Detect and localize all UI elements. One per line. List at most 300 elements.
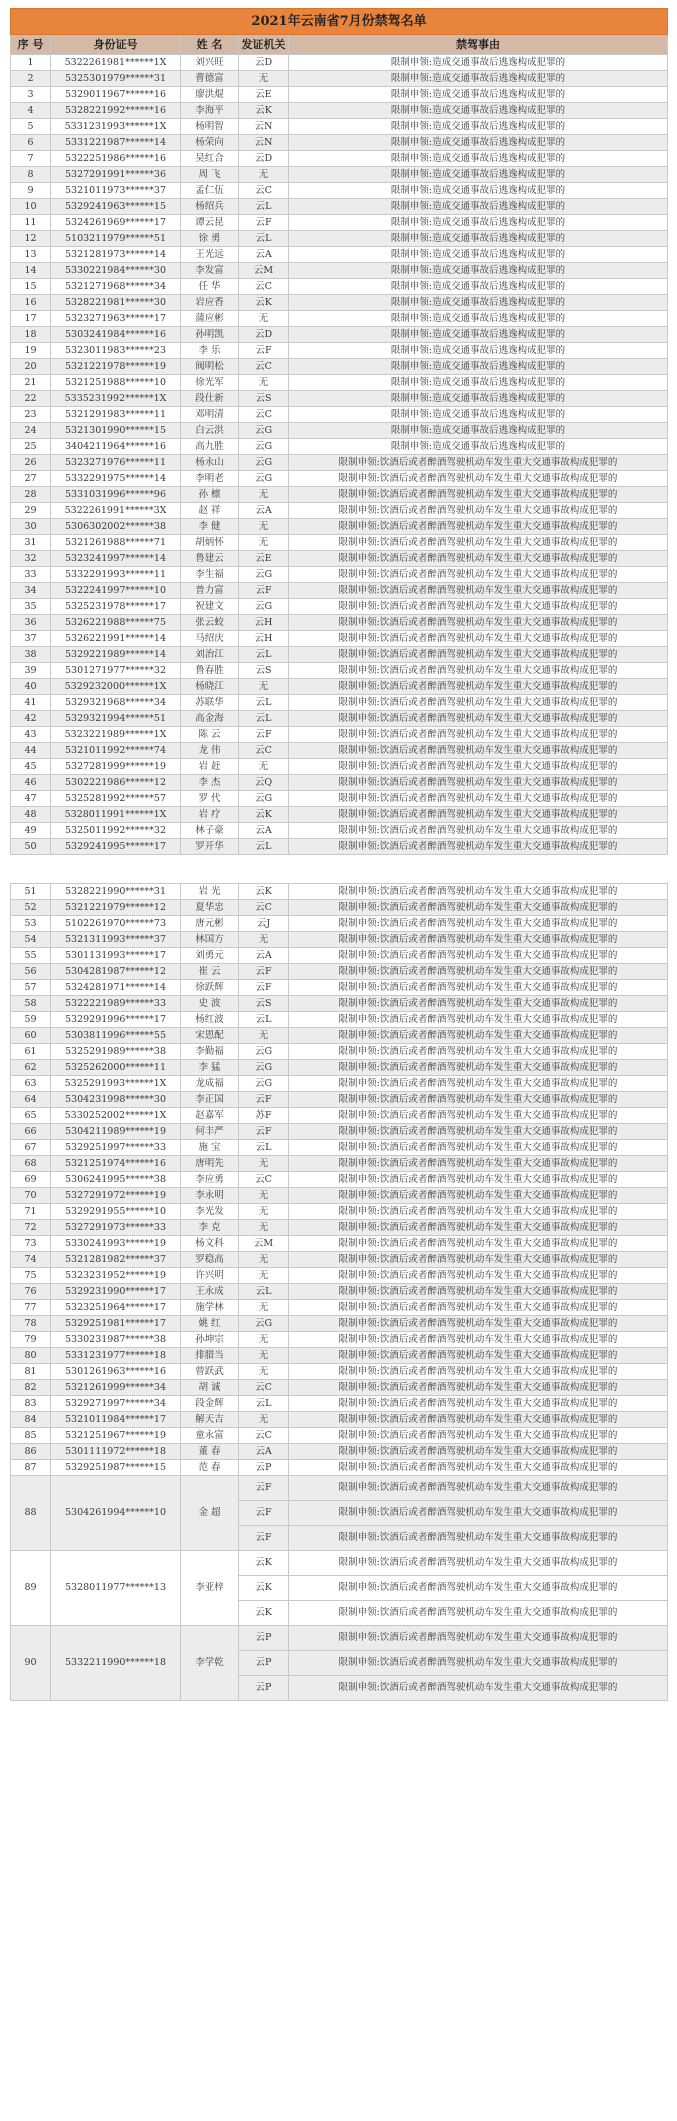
table-row xyxy=(11,343,668,359)
cell-name: 孙坤宗 xyxy=(181,1332,239,1348)
cell-seq: 8 xyxy=(11,167,51,183)
cell-seq: 45 xyxy=(11,759,51,775)
cell-reason: 限制申领:饮酒后或者醉酒驾驶机动车发生重大交通事故构成犯罪的 xyxy=(289,503,668,519)
cell-seq: 57 xyxy=(11,980,51,996)
table-row xyxy=(11,551,668,567)
table-row xyxy=(11,1444,668,1460)
table-row xyxy=(11,279,668,295)
cell-id: 5321251967******19 xyxy=(51,1428,181,1444)
table-row xyxy=(11,311,668,327)
table-row xyxy=(11,823,668,839)
cell-name: 林国方 xyxy=(181,932,239,948)
cell-name: 史 波 xyxy=(181,996,239,1012)
cell-name: 苏联华 xyxy=(181,695,239,711)
table-row xyxy=(11,455,668,471)
cell-reason: 限制申领:造成交通事故后逃逸构成犯罪的 xyxy=(289,215,668,231)
cell-org: 云K xyxy=(239,1601,289,1626)
cell-org: 无 xyxy=(239,519,289,535)
cell-reason: 限制申领:饮酒后或者醉酒驾驶机动车发生重大交通事故构成犯罪的 xyxy=(289,1316,668,1332)
cell-id: 5103211979******51 xyxy=(51,231,181,247)
table-row xyxy=(11,391,668,407)
cell-org: 云G xyxy=(239,599,289,615)
cell-name: 胡炳怀 xyxy=(181,535,239,551)
cell-id: 5321251974******16 xyxy=(51,1156,181,1172)
cell-id: 5331231977******18 xyxy=(51,1348,181,1364)
cell-reason: 限制申领:造成交通事故后逃逸构成犯罪的 xyxy=(289,359,668,375)
cell-seq: 2 xyxy=(11,71,51,87)
cell-org: 云G xyxy=(239,1044,289,1060)
cell-id: 5328011991******1X xyxy=(51,807,181,823)
cell-name: 岩 疗 xyxy=(181,807,239,823)
cell-reason: 限制申领:饮酒后或者醉酒驾驶机动车发生重大交通事故构成犯罪的 xyxy=(289,487,668,503)
cell-org: 云A xyxy=(239,247,289,263)
table-row xyxy=(11,1476,668,1501)
cell-org: 无 xyxy=(239,759,289,775)
cell-reason: 限制申领:饮酒后或者醉酒驾驶机动车发生重大交通事故构成犯罪的 xyxy=(289,1601,668,1626)
cell-id: 5332211990******18 xyxy=(51,1626,181,1701)
cell-id: 5325231978******17 xyxy=(51,599,181,615)
document xyxy=(10,8,667,1701)
cell-seq: 33 xyxy=(11,567,51,583)
table-row xyxy=(11,1380,668,1396)
cell-org: 云P xyxy=(239,1460,289,1476)
cell-name: 刘兴旺 xyxy=(181,55,239,71)
cell-seq: 43 xyxy=(11,727,51,743)
cell-name: 李亚梓 xyxy=(181,1551,239,1626)
cell-reason: 限制申领:造成交通事故后逃逸构成犯罪的 xyxy=(289,103,668,119)
header-seq: 序 号 xyxy=(11,35,51,55)
cell-id: 5331231993******1X xyxy=(51,119,181,135)
cell-org: 无 xyxy=(239,71,289,87)
cell-reason: 限制申领:饮酒后或者醉酒驾驶机动车发生重大交通事故构成犯罪的 xyxy=(289,1626,668,1651)
cell-reason: 限制申领:造成交通事故后逃逸构成犯罪的 xyxy=(289,391,668,407)
cell-name: 金 超 xyxy=(181,1476,239,1551)
cell-org: 云F xyxy=(239,964,289,980)
cell-reason: 限制申领:饮酒后或者醉酒驾驶机动车发生重大交通事故构成犯罪的 xyxy=(289,1076,668,1092)
cell-seq: 40 xyxy=(11,679,51,695)
cell-org: 云E xyxy=(239,87,289,103)
cell-seq: 17 xyxy=(11,311,51,327)
cell-id: 5321281973******14 xyxy=(51,247,181,263)
cell-id: 5329321968******34 xyxy=(51,695,181,711)
cell-seq: 51 xyxy=(11,884,51,900)
cell-org: 云K xyxy=(239,295,289,311)
cell-org: 无 xyxy=(239,679,289,695)
table-row xyxy=(11,932,668,948)
cell-org: 云L xyxy=(239,839,289,855)
cell-reason: 限制申领:饮酒后或者醉酒驾驶机动车发生重大交通事故构成犯罪的 xyxy=(289,1092,668,1108)
cell-seq: 5 xyxy=(11,119,51,135)
cell-seq: 56 xyxy=(11,964,51,980)
cell-org: 云C xyxy=(239,900,289,916)
cell-org: 云G xyxy=(239,455,289,471)
cell-org: 无 xyxy=(239,1348,289,1364)
cell-org: 云F xyxy=(239,1092,289,1108)
cell-name: 施 宝 xyxy=(181,1140,239,1156)
cell-name: 邓明清 xyxy=(181,407,239,423)
cell-reason: 限制申领:饮酒后或者醉酒驾驶机动车发生重大交通事故构成犯罪的 xyxy=(289,1268,668,1284)
cell-seq: 24 xyxy=(11,423,51,439)
cell-org: 云P xyxy=(239,1676,289,1701)
cell-id: 5321221979******12 xyxy=(51,900,181,916)
cell-reason: 限制申领:造成交通事故后逃逸构成犯罪的 xyxy=(289,167,668,183)
cell-name: 杨晓江 xyxy=(181,679,239,695)
cell-name: 胡 诚 xyxy=(181,1380,239,1396)
cell-id: 5329321994******51 xyxy=(51,711,181,727)
cell-id: 5330241993******19 xyxy=(51,1236,181,1252)
cell-name: 段仕新 xyxy=(181,391,239,407)
cell-seq: 47 xyxy=(11,791,51,807)
cell-id: 5321251988******10 xyxy=(51,375,181,391)
table-row xyxy=(11,1412,668,1428)
cell-name: 岩应香 xyxy=(181,295,239,311)
header-org: 发证机关 xyxy=(239,35,289,55)
cell-seq: 84 xyxy=(11,1412,51,1428)
table-row xyxy=(11,135,668,151)
cell-id: 5323241997******14 xyxy=(51,551,181,567)
cell-seq: 59 xyxy=(11,1012,51,1028)
cell-reason: 限制申领:饮酒后或者醉酒驾驶机动车发生重大交通事故构成犯罪的 xyxy=(289,631,668,647)
cell-name: 赵嘉军 xyxy=(181,1108,239,1124)
cell-org: 云C xyxy=(239,279,289,295)
cell-id: 5322251986******16 xyxy=(51,151,181,167)
cell-seq: 61 xyxy=(11,1044,51,1060)
cell-org: 云S xyxy=(239,996,289,1012)
table-row xyxy=(11,1332,668,1348)
cell-id: 5321301990******15 xyxy=(51,423,181,439)
cell-reason: 限制申领:饮酒后或者醉酒驾驶机动车发生重大交通事故构成犯罪的 xyxy=(289,711,668,727)
cell-reason: 限制申领:饮酒后或者醉酒驾驶机动车发生重大交通事故构成犯罪的 xyxy=(289,823,668,839)
table-row xyxy=(11,1236,668,1252)
cell-id: 5322261981******1X xyxy=(51,55,181,71)
table-row xyxy=(11,1156,668,1172)
cell-reason: 限制申领:饮酒后或者醉酒驾驶机动车发生重大交通事故构成犯罪的 xyxy=(289,1172,668,1188)
cell-name: 龙 伟 xyxy=(181,743,239,759)
cell-name: 排腊当 xyxy=(181,1348,239,1364)
cell-org: 云K xyxy=(239,103,289,119)
cell-reason: 限制申领:造成交通事故后逃逸构成犯罪的 xyxy=(289,247,668,263)
table-row xyxy=(11,1124,668,1140)
cell-id: 5304211989******19 xyxy=(51,1124,181,1140)
cell-reason: 限制申领:造成交通事故后逃逸构成犯罪的 xyxy=(289,295,668,311)
cell-org: 云F xyxy=(239,1526,289,1551)
cell-org: 无 xyxy=(239,1268,289,1284)
cell-org: 云L xyxy=(239,695,289,711)
cell-seq: 35 xyxy=(11,599,51,615)
cell-seq: 3 xyxy=(11,87,51,103)
table-row xyxy=(11,487,668,503)
cell-reason: 限制申领:饮酒后或者醉酒驾驶机动车发生重大交通事故构成犯罪的 xyxy=(289,932,668,948)
cell-name: 赵 祥 xyxy=(181,503,239,519)
cell-name: 唐元彬 xyxy=(181,916,239,932)
cell-id: 5301111972******18 xyxy=(51,1444,181,1460)
cell-name: 任 华 xyxy=(181,279,239,295)
cell-reason: 限制申领:造成交通事故后逃逸构成犯罪的 xyxy=(289,183,668,199)
cell-reason: 限制申领:饮酒后或者醉酒驾驶机动车发生重大交通事故构成犯罪的 xyxy=(289,1526,668,1551)
cell-id: 5329011967******16 xyxy=(51,87,181,103)
table-row xyxy=(11,471,668,487)
cell-seq: 16 xyxy=(11,295,51,311)
cell-name: 徐光军 xyxy=(181,375,239,391)
cell-reason: 限制申领:饮酒后或者醉酒驾驶机动车发生重大交通事故构成犯罪的 xyxy=(289,1124,668,1140)
cell-seq: 82 xyxy=(11,1380,51,1396)
cell-reason: 限制申领:饮酒后或者醉酒驾驶机动车发生重大交通事故构成犯罪的 xyxy=(289,1332,668,1348)
cell-id: 5326221991******14 xyxy=(51,631,181,647)
cell-reason: 限制申领:造成交通事故后逃逸构成犯罪的 xyxy=(289,423,668,439)
table-row xyxy=(11,1172,668,1188)
cell-id: 5324281971******14 xyxy=(51,980,181,996)
cell-name: 李 猛 xyxy=(181,1060,239,1076)
table-row xyxy=(11,631,668,647)
cell-id: 5302221986******12 xyxy=(51,775,181,791)
cell-seq: 38 xyxy=(11,647,51,663)
cell-id: 5335231992******1X xyxy=(51,391,181,407)
cell-seq: 77 xyxy=(11,1300,51,1316)
cell-id: 5306302002******38 xyxy=(51,519,181,535)
cell-name: 杨绍兵 xyxy=(181,199,239,215)
cell-reason: 限制申领:饮酒后或者醉酒驾驶机动车发生重大交通事故构成犯罪的 xyxy=(289,1676,668,1701)
cell-seq: 71 xyxy=(11,1204,51,1220)
cell-reason: 限制申领:饮酒后或者醉酒驾驶机动车发生重大交通事故构成犯罪的 xyxy=(289,663,668,679)
cell-id: 5304231998******30 xyxy=(51,1092,181,1108)
cell-org: 无 xyxy=(239,1300,289,1316)
cell-org: 云J xyxy=(239,916,289,932)
table-row xyxy=(11,295,668,311)
cell-name: 孙 檩 xyxy=(181,487,239,503)
cell-id: 5329291955******10 xyxy=(51,1204,181,1220)
cell-name: 周 飞 xyxy=(181,167,239,183)
cell-reason: 限制申领:饮酒后或者醉酒驾驶机动车发生重大交通事故构成犯罪的 xyxy=(289,1028,668,1044)
cell-reason: 限制申领:造成交通事故后逃逸构成犯罪的 xyxy=(289,119,668,135)
cell-id: 5326221988******75 xyxy=(51,615,181,631)
cell-name: 李生福 xyxy=(181,567,239,583)
cell-org: 云D xyxy=(239,151,289,167)
table-row xyxy=(11,119,668,135)
cell-org: 云G xyxy=(239,567,289,583)
table-row xyxy=(11,1252,668,1268)
cell-org: 云K xyxy=(239,1576,289,1601)
cell-reason: 限制申领:造成交通事故后逃逸构成犯罪的 xyxy=(289,407,668,423)
table-row xyxy=(11,199,668,215)
table-row xyxy=(11,87,668,103)
cell-org: 云A xyxy=(239,1444,289,1460)
cell-id: 5329232000******1X xyxy=(51,679,181,695)
cell-id: 5328011977******13 xyxy=(51,1551,181,1626)
table-row xyxy=(11,231,668,247)
cell-reason: 限制申领:造成交通事故后逃逸构成犯罪的 xyxy=(289,327,668,343)
cell-seq: 65 xyxy=(11,1108,51,1124)
cell-seq: 90 xyxy=(11,1626,51,1701)
table-row xyxy=(11,439,668,455)
cell-reason: 限制申领:饮酒后或者醉酒驾驶机动车发生重大交通事故构成犯罪的 xyxy=(289,1651,668,1676)
cell-name: 唐明先 xyxy=(181,1156,239,1172)
header-id: 身份证号 xyxy=(51,35,181,55)
table-row xyxy=(11,247,668,263)
cell-id: 5301131993******17 xyxy=(51,948,181,964)
cell-org: 无 xyxy=(239,1332,289,1348)
cell-org: 云E xyxy=(239,551,289,567)
cell-reason: 限制申领:饮酒后或者醉酒驾驶机动车发生重大交通事故构成犯罪的 xyxy=(289,455,668,471)
cell-id: 5301271977******32 xyxy=(51,663,181,679)
cell-reason: 限制申领:饮酒后或者醉酒驾驶机动车发生重大交通事故构成犯罪的 xyxy=(289,1060,668,1076)
cell-org: 云C xyxy=(239,1380,289,1396)
table-row xyxy=(11,1284,668,1300)
cell-name: 杨文科 xyxy=(181,1236,239,1252)
cell-org: 云D xyxy=(239,327,289,343)
table-row xyxy=(11,1092,668,1108)
cell-reason: 限制申领:饮酒后或者醉酒驾驶机动车发生重大交通事故构成犯罪的 xyxy=(289,1380,668,1396)
cell-reason: 限制申领:造成交通事故后逃逸构成犯罪的 xyxy=(289,71,668,87)
cell-org: 无 xyxy=(239,1156,289,1172)
cell-name: 李永明 xyxy=(181,1188,239,1204)
table-row xyxy=(11,1204,668,1220)
table-row xyxy=(11,503,668,519)
page-title: 2021年云南省7月份禁驾名单 xyxy=(11,9,668,35)
cell-name: 李发富 xyxy=(181,263,239,279)
table-row xyxy=(11,1396,668,1412)
cell-name: 鲁春胜 xyxy=(181,663,239,679)
cell-reason: 限制申领:饮酒后或者醉酒驾驶机动车发生重大交通事故构成犯罪的 xyxy=(289,535,668,551)
cell-id: 5306241995******38 xyxy=(51,1172,181,1188)
cell-id: 5323231952******19 xyxy=(51,1268,181,1284)
table-row xyxy=(11,727,668,743)
cell-seq: 21 xyxy=(11,375,51,391)
cell-reason: 限制申领:饮酒后或者醉酒驾驶机动车发生重大交通事故构成犯罪的 xyxy=(289,980,668,996)
cell-name: 王永成 xyxy=(181,1284,239,1300)
cell-reason: 限制申领:饮酒后或者醉酒驾驶机动车发生重大交通事故构成犯罪的 xyxy=(289,1576,668,1601)
cell-reason: 限制申领:饮酒后或者醉酒驾驶机动车发生重大交通事故构成犯罪的 xyxy=(289,599,668,615)
cell-name: 孟仁伍 xyxy=(181,183,239,199)
cell-id: 5323221989******1X xyxy=(51,727,181,743)
cell-id: 5321011973******37 xyxy=(51,183,181,199)
table-row xyxy=(11,535,668,551)
cell-org: 云G xyxy=(239,471,289,487)
cell-seq: 81 xyxy=(11,1364,51,1380)
cell-id: 5321011992******74 xyxy=(51,743,181,759)
cell-id: 5321011984******17 xyxy=(51,1412,181,1428)
table-row xyxy=(11,167,668,183)
cell-seq: 10 xyxy=(11,199,51,215)
cell-reason: 限制申领:饮酒后或者醉酒驾驶机动车发生重大交通事故构成犯罪的 xyxy=(289,567,668,583)
cell-id: 5321221978******19 xyxy=(51,359,181,375)
cell-name: 李 健 xyxy=(181,519,239,535)
cell-reason: 限制申领:造成交通事故后逃逸构成犯罪的 xyxy=(289,151,668,167)
table-row xyxy=(11,1268,668,1284)
table-row xyxy=(11,759,668,775)
cell-reason: 限制申领:饮酒后或者醉酒驾驶机动车发生重大交通事故构成犯罪的 xyxy=(289,1108,668,1124)
cell-reason: 限制申领:饮酒后或者醉酒驾驶机动车发生重大交通事故构成犯罪的 xyxy=(289,900,668,916)
cell-name: 罗 代 xyxy=(181,791,239,807)
cell-id: 5325291989******38 xyxy=(51,1044,181,1060)
cell-name: 解天吉 xyxy=(181,1412,239,1428)
cell-name: 范 春 xyxy=(181,1460,239,1476)
cell-seq: 46 xyxy=(11,775,51,791)
ban-table-part1 xyxy=(10,8,668,855)
cell-reason: 限制申领:饮酒后或者醉酒驾驶机动车发生重大交通事故构成犯罪的 xyxy=(289,1220,668,1236)
cell-reason: 限制申领:造成交通事故后逃逸构成犯罪的 xyxy=(289,199,668,215)
cell-name: 陈 云 xyxy=(181,727,239,743)
table-row xyxy=(11,423,668,439)
cell-seq: 1 xyxy=(11,55,51,71)
cell-reason: 限制申领:饮酒后或者醉酒驾驶机动车发生重大交通事故构成犯罪的 xyxy=(289,1551,668,1576)
cell-id: 5322241997******10 xyxy=(51,583,181,599)
table-row xyxy=(11,791,668,807)
cell-org: 云C xyxy=(239,359,289,375)
cell-seq: 79 xyxy=(11,1332,51,1348)
cell-name: 李 克 xyxy=(181,1220,239,1236)
cell-id: 5329221989******14 xyxy=(51,647,181,663)
cell-seq: 48 xyxy=(11,807,51,823)
cell-id: 5327291972******19 xyxy=(51,1188,181,1204)
table-row xyxy=(11,615,668,631)
cell-org: 云A xyxy=(239,503,289,519)
cell-id: 5328221990******31 xyxy=(51,884,181,900)
cell-reason: 限制申领:造成交通事故后逃逸构成犯罪的 xyxy=(289,55,668,71)
table-row xyxy=(11,1140,668,1156)
cell-name: 许兴明 xyxy=(181,1268,239,1284)
cell-name: 王光远 xyxy=(181,247,239,263)
cell-id: 5325291993******1X xyxy=(51,1076,181,1092)
cell-name: 高金海 xyxy=(181,711,239,727)
table-row xyxy=(11,807,668,823)
cell-id: 5325262000******11 xyxy=(51,1060,181,1076)
cell-id: 5303241984******16 xyxy=(51,327,181,343)
table-row xyxy=(11,1220,668,1236)
table-row xyxy=(11,695,668,711)
cell-id: 5325301979******31 xyxy=(51,71,181,87)
cell-seq: 73 xyxy=(11,1236,51,1252)
cell-org: 云F xyxy=(239,727,289,743)
cell-seq: 87 xyxy=(11,1460,51,1476)
cell-org: 无 xyxy=(239,1252,289,1268)
cell-reason: 限制申领:饮酒后或者醉酒驾驶机动车发生重大交通事故构成犯罪的 xyxy=(289,964,668,980)
cell-seq: 31 xyxy=(11,535,51,551)
cell-name: 李明老 xyxy=(181,471,239,487)
table-row xyxy=(11,711,668,727)
cell-seq: 30 xyxy=(11,519,51,535)
cell-org: 云N xyxy=(239,119,289,135)
cell-org: 云H xyxy=(239,615,289,631)
cell-seq: 9 xyxy=(11,183,51,199)
table-row xyxy=(11,215,668,231)
cell-name: 李应勇 xyxy=(181,1172,239,1188)
cell-org: 无 xyxy=(239,1028,289,1044)
table-row xyxy=(11,1316,668,1332)
cell-org: 无 xyxy=(239,1364,289,1380)
table-row xyxy=(11,151,668,167)
cell-org: 云L xyxy=(239,1140,289,1156)
table-row xyxy=(11,583,668,599)
table-row xyxy=(11,1028,668,1044)
cell-reason: 限制申领:饮酒后或者醉酒驾驶机动车发生重大交通事故构成犯罪的 xyxy=(289,551,668,567)
cell-id: 5323251964******17 xyxy=(51,1300,181,1316)
cell-name: 鲁建云 xyxy=(181,551,239,567)
cell-reason: 限制申领:饮酒后或者醉酒驾驶机动车发生重大交通事故构成犯罪的 xyxy=(289,519,668,535)
cell-seq: 13 xyxy=(11,247,51,263)
cell-name: 普力富 xyxy=(181,583,239,599)
cell-seq: 55 xyxy=(11,948,51,964)
table-row xyxy=(11,663,668,679)
table-row xyxy=(11,1060,668,1076)
cell-id: 5321261999******34 xyxy=(51,1380,181,1396)
cell-seq: 49 xyxy=(11,823,51,839)
table-row xyxy=(11,327,668,343)
cell-org: 云F xyxy=(239,583,289,599)
cell-name: 李勤福 xyxy=(181,1044,239,1060)
cell-org: 无 xyxy=(239,1188,289,1204)
cell-org: 云C xyxy=(239,743,289,759)
cell-org: 云A xyxy=(239,823,289,839)
